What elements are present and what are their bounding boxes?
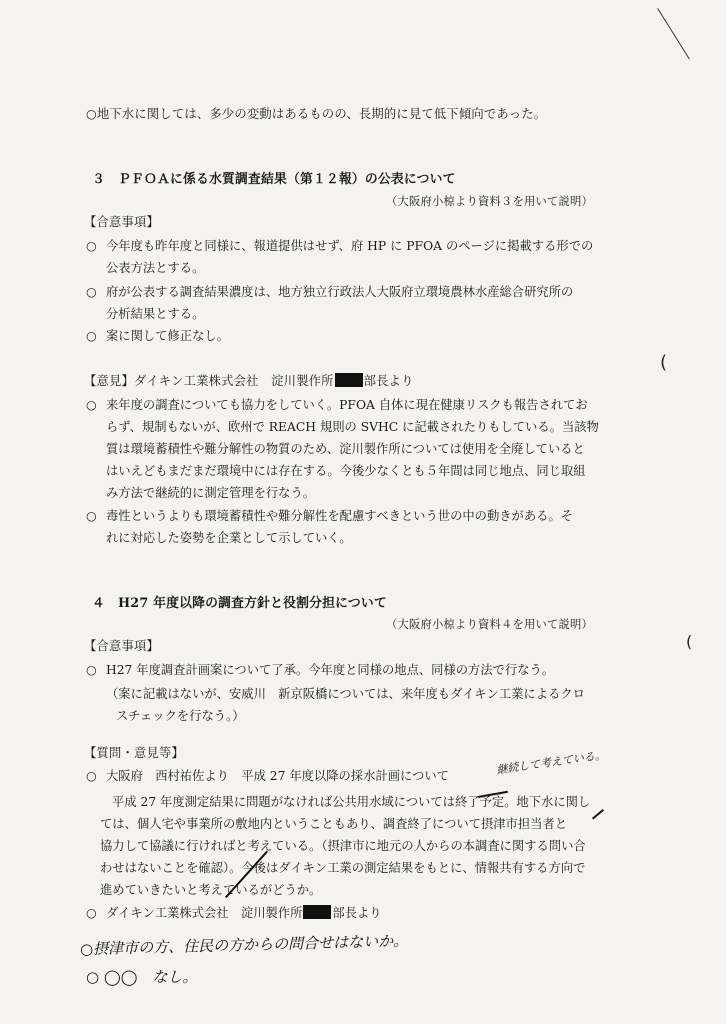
bullet: ○	[86, 239, 97, 253]
opinion-item	[86, 397, 588, 413]
section3-agreement-header: 【合意事項】	[84, 215, 159, 229]
qa-text: 部長より	[332, 906, 382, 920]
agreement-text: H27 年度調査計画案について了承。今年度と同様の地点、同様の方法で行なう。	[106, 663, 555, 677]
scan-edge-line	[657, 8, 690, 59]
agreement-text: 案に関して修正なし。	[106, 329, 229, 343]
bullet: ○	[86, 509, 97, 523]
qa-header: 【質問・意見等】	[84, 746, 184, 760]
strikethrough-mark	[592, 809, 604, 820]
scan-mark: (	[660, 352, 668, 373]
qa-text: ダイキン工業株式会社 淀川製作所	[106, 906, 303, 920]
redaction-box	[335, 373, 363, 387]
qa-text: 大阪府 西村祐佐より 平成 27 年度以降の採水計画について	[106, 769, 449, 783]
bullet: ○	[86, 329, 97, 343]
section4-subtitle: （大阪府小椋より資料４を用いて説明）	[386, 618, 593, 631]
opinion-text: 質は環境蓄積性や難分解性の物質のため、淀川製作所については使用を全廃していると	[106, 442, 585, 456]
bullet: ○	[86, 906, 97, 920]
qa-body: 協力して協議に行ければと考えている。（摂津市に地元の人からの本調査に関する問い合	[100, 839, 586, 853]
opinion-text: 来年度の調査についても協力をしていく。PFOA 自体に現在健康リスクも報告されてお	[106, 398, 588, 412]
bullet: ○	[86, 398, 97, 412]
agreement-note: スチェックを行なう。）	[116, 709, 245, 723]
section3-title: ３ ＰＦＯＡに係る水質調査結果（第１２報）の公表について	[92, 172, 456, 187]
bullet: ○	[86, 285, 97, 299]
scan-mark: (	[686, 632, 693, 651]
bullet: ○	[86, 769, 97, 783]
agreement-text: 分析結果とする。	[106, 307, 205, 321]
opinion-text: 毒性というよりも環境蓄積性や難分解性を配慮すべきという世の中の動きがある。そ	[106, 509, 574, 523]
handwritten-margin-note: 継続して考えている。	[495, 748, 607, 777]
qa-item	[86, 905, 382, 921]
qa-body: ては、個人宅や事業所の敷地内ということもあり、調査終了について摂津市担当者と	[100, 817, 568, 831]
section4-title: ４ H27 年度以降の調査方針と役割分担について	[92, 596, 387, 611]
section4-agreement-header: 【合意事項】	[84, 639, 159, 653]
intro-bullet: ○地下水に関しては、多少の変動はあるものの、長期的に見て低下傾向であった。	[86, 107, 547, 121]
opinion-text: はいえどもまだまだ環境中には存在する。今後少なくとも５年間は同じ地点、同じ取組	[106, 464, 586, 478]
agreement-text: 府が公表する調査結果濃度は、地方独立行政法人大阪府立環境農林水産総合研究所の	[106, 285, 574, 299]
handwritten-line: ○ ◯◯ なし。	[86, 968, 198, 986]
opinion-item	[86, 508, 573, 524]
section3-subtitle: （大阪府小椋より資料３を用いて説明）	[386, 195, 593, 208]
agreement-item	[86, 284, 573, 300]
opinion-header-text: 【意見】ダイキン工業株式会社 淀川製作所	[84, 374, 334, 388]
agreement-item	[86, 662, 554, 678]
qa-body: わせはないことを確認）。今後はダイキン工業の測定結果をもとに、情報共有する方向で	[100, 861, 586, 875]
opinion-text: れに対応した姿勢を企業として示していく。	[106, 531, 352, 545]
agreement-text: 公表方法とする。	[106, 261, 205, 275]
opinion-text: み方法で継続的に測定管理を行なう。	[106, 486, 316, 500]
qa-item	[86, 768, 449, 784]
agreement-item	[86, 238, 593, 254]
qa-body: 平成 27 年度測定結果に問題がなければ公共用水域については終了予定。地下水に関し	[112, 795, 591, 809]
redaction-box	[303, 905, 331, 919]
qa-body: 進めていきたいと考えているがどうか。	[100, 883, 322, 897]
agreement-text: 今年度も昨年度と同様に、報道提供はせず、府 HP に PFOA のページに掲載する形での	[106, 239, 594, 253]
bullet: ○	[86, 663, 97, 677]
handwritten-line: ○摂津市の方、住民の方からの問合せはないか。	[79, 931, 409, 959]
section3-opinion-header	[84, 373, 414, 389]
opinion-text: らず、規制もないが、欧州で REACH 規則の SVHC に記載されたりもしている。当該物	[106, 420, 599, 434]
opinion-header-text: 部長より	[363, 374, 414, 388]
agreement-note: （案に記載はないが、安威川 新京阪橋については、来年度もダイキン工業によるクロ	[106, 687, 585, 701]
agreement-item	[86, 328, 229, 344]
